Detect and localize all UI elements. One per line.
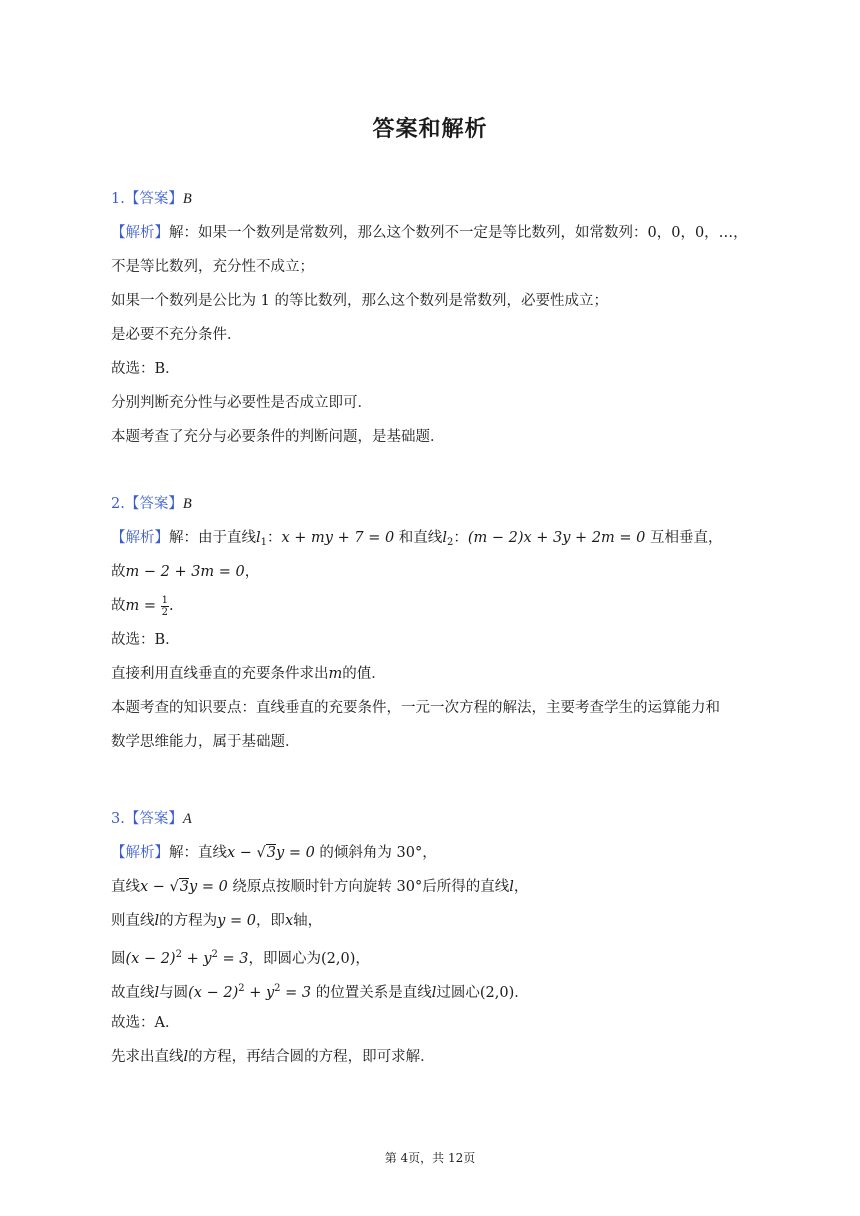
text: 轴，	[293, 913, 323, 929]
text: 圆	[111, 951, 126, 967]
analysis-line	[111, 904, 761, 938]
math-var: l	[509, 879, 514, 895]
analysis-line	[111, 972, 761, 1006]
question-1	[111, 182, 761, 454]
math-point: (2,0)	[479, 985, 515, 1001]
math-radicand: 3	[179, 879, 190, 895]
text: 故	[111, 564, 126, 580]
math-equation: m =	[125, 598, 161, 614]
analysis-text: 本题考查的知识要点：直线垂直的充要条件，一元一次方程的解法，主要考查学生的运算能力和	[111, 700, 720, 716]
analysis-line	[111, 589, 761, 623]
math-equation: y = 0	[276, 845, 315, 861]
text: 与圆	[159, 985, 189, 1001]
analysis-line	[111, 521, 761, 555]
fraction	[161, 595, 169, 618]
analysis-line	[111, 836, 761, 870]
text: ：	[453, 530, 468, 546]
analysis-text: 分别判断充分性与必要性是否成立即可．	[111, 395, 372, 411]
math-var: l	[431, 985, 437, 1001]
math-superscript: 2	[238, 983, 245, 994]
text: ，	[513, 879, 529, 895]
math-var: l	[442, 530, 447, 546]
math-equation: + y	[181, 951, 212, 967]
text: 的方程，再结合圆的方程，即可求解．	[188, 1049, 435, 1065]
math-var: l	[154, 985, 160, 1001]
answer-line	[111, 182, 761, 216]
answer-line	[111, 802, 761, 836]
math-radicand: 3	[266, 845, 277, 861]
math-superscript: 2	[211, 949, 218, 960]
analysis-text: 不是等比数列，充分性不成立；	[111, 259, 314, 275]
analysis-tag: 【解析】	[111, 845, 169, 861]
text: 的方程为	[159, 913, 218, 929]
math-superscript: 2	[274, 983, 281, 994]
text: 的值．	[342, 666, 386, 682]
math-equation: x − √	[227, 845, 266, 861]
question-number: 2.	[111, 496, 125, 512]
math-superscript: 2	[175, 949, 182, 960]
math-point: (2,0)	[321, 951, 356, 967]
analysis-text: 故选：B．	[111, 632, 180, 648]
page-title: 答案和解析	[372, 117, 488, 142]
analysis-text: 是必要不充分条件．	[111, 327, 242, 343]
text: 解：直线	[169, 845, 227, 861]
math-equation: y = 0	[189, 879, 228, 895]
math-subscript: 1	[260, 537, 268, 548]
math-var: x	[284, 913, 294, 929]
text: ，即	[255, 913, 285, 929]
math-equation: (m − 2)x + 3y + 2m = 0	[467, 530, 646, 546]
text: 则直线	[111, 913, 155, 929]
question-2	[111, 487, 761, 759]
analysis-line	[111, 1040, 761, 1074]
text: 故直线	[111, 985, 155, 1001]
analysis-text: 故选：B．	[111, 361, 180, 377]
text: ，	[244, 564, 260, 580]
analysis-tag: 【解析】	[111, 225, 169, 241]
answer-tag: 【答案】	[124, 496, 183, 512]
answer-line	[111, 487, 761, 521]
text: ，即圆心为	[248, 951, 321, 967]
text: .	[169, 598, 174, 614]
math-equation: (x − 2)	[125, 951, 176, 967]
analysis-line	[111, 938, 761, 972]
answer-value: B	[182, 496, 192, 512]
math-equation: = 3	[217, 951, 249, 967]
analysis-line	[111, 216, 761, 250]
analysis-line	[111, 555, 761, 589]
math-var: l	[154, 913, 160, 929]
analysis-text: 如果一个数列是公比为 1 的等比数列，那么这个数列是常数列，必要性成立；	[111, 293, 608, 309]
text: 的位置关系是直线	[311, 985, 432, 1001]
math-equation: x − √	[140, 879, 179, 895]
text: 的倾斜角为 30°，	[314, 845, 437, 861]
text: 绕原点按顺时针方向旋转 30°后所得的直线	[227, 879, 510, 895]
text: ．	[514, 985, 529, 1001]
analysis-text: 解：如果一个数列是常数列，那么这个数列不一定是等比数列，如常数列：0，0，0，…，	[169, 225, 748, 241]
answer-tag: 【答案】	[124, 191, 183, 207]
answer-value: A	[182, 811, 192, 827]
analysis-text: 数学思维能力，属于基础题．	[111, 734, 300, 750]
answer-tag: 【答案】	[124, 811, 183, 827]
math-equation: + y	[244, 985, 275, 1001]
text: 故	[111, 598, 126, 614]
text: 解：由于直线	[169, 530, 256, 546]
analysis-text: 本题考查了充分与必要条件的判断问题，是基础题．	[111, 429, 445, 445]
page-footer: 第 4页，共 12页	[384, 1151, 476, 1165]
text: 先求出直线	[111, 1049, 184, 1065]
text: ，	[355, 951, 370, 967]
text: 互相垂直，	[645, 530, 723, 546]
analysis-line	[111, 870, 761, 904]
math-subscript: 2	[446, 537, 454, 548]
fraction-denominator: 2	[161, 606, 168, 618]
text: 直接利用直线垂直的充要条件求出	[111, 666, 329, 682]
question-number: 3.	[111, 811, 125, 827]
math-equation: y = 0	[217, 913, 256, 929]
math-equation: m − 2 + 3m = 0	[125, 564, 245, 580]
analysis-text: 故选：A．	[111, 1015, 180, 1031]
question-number: 1.	[111, 191, 125, 207]
text: 过圆心	[436, 985, 480, 1001]
text: 直线	[111, 879, 140, 895]
math-var: l	[183, 1049, 189, 1065]
math-equation: = 3	[280, 985, 312, 1001]
text: 和直线	[394, 530, 443, 546]
text: ：	[267, 530, 282, 546]
math-var: m	[328, 666, 343, 682]
math-equation: (x − 2)	[188, 985, 239, 1001]
answer-value: B	[182, 191, 192, 207]
question-3	[111, 802, 761, 1074]
analysis-tag: 【解析】	[111, 530, 169, 546]
math-var: l	[256, 530, 261, 546]
math-equation: x + my + 7 = 0	[281, 530, 395, 546]
fraction-numerator: 1	[161, 594, 168, 606]
analysis-line	[111, 657, 761, 691]
